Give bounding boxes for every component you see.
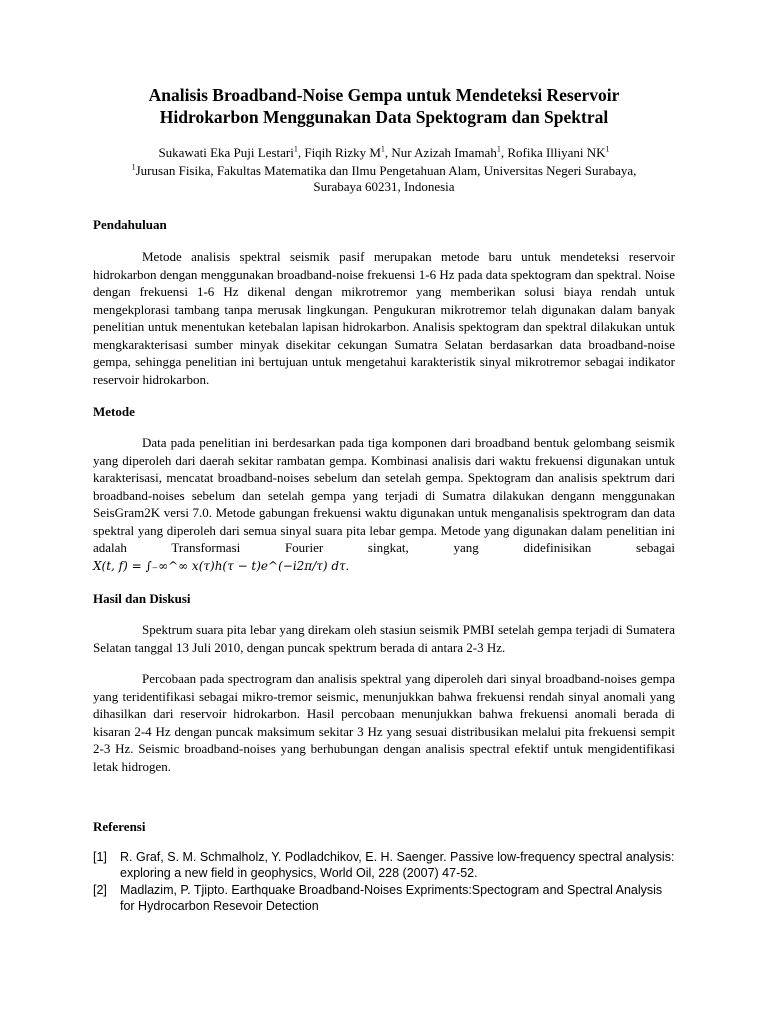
paper-title-line1: Analisis Broadband-Noise Gempa untuk Mendeteksi Reservoir: [148, 85, 620, 105]
author-name: Sukawati Eka Puji Lestari: [158, 145, 294, 160]
affiliation-mark: 1: [496, 144, 501, 154]
affiliation-mark: 1: [131, 162, 136, 172]
paragraph-pendahuluan: Metode analisis spektral seismik pasif merupakan metode baru untuk mendeteksi reservoir hidrokarbon dengan menggunakan broadband-noise frekuensi 1-6 Hz pada data spektogram dan spektral. Noise dengan frekuensi 1-6 Hz dikenal dengan mikrotremor yang memberikan solusi biaya rendah untuk mengekplorasi tambang tanpa merusak lingkungan. Pengukuran mikrotremor telah digunakan dalam banyak penelitian untuk menentukan ketebalan lapisan hidrokarbon. Analisis spektogram dan spektral dilakukan untuk mengkarakterisasi sumber minyak disekitar cekungan Sumatra Selatan berdasarkan data broadband-noise gempa, sehingga penelitian ini bertujuan untuk mengetahui karakteristik sinyal mikrotremor sebagai indikator reservoir hidrokarbon.: [93, 249, 675, 387]
affiliation: [93, 163, 675, 195]
author-list: [93, 145, 675, 161]
paragraph-metode-end: .: [345, 557, 349, 573]
paragraph-hasil-2: Percobaan pada spectrogram dan analisis spektral yang diperoleh dari sinyal broadband-noises gempa yang teridentifikasi sebagai mikro-tremor seismic, menunjukkan bahwa frekuensi rendah sinyal anomali yang dihasilkan dari reservoir hidrokarbon. Hasil percobaan menunjukkan bahwa frekuensi anomali berada di kisaran 2-4 Hz dengan puncak maksimum sekitar 3 Hz yang sesuai distribusikan melalui pita frekuensi sempit 2-3 Hz. Seismic broadband-noises yang berhubungan dengan analisis spectral efektif untuk mengidentifikasi letak hidrogen.: [93, 671, 675, 774]
reference-number: [1]: [93, 850, 107, 864]
affiliation-line1: Jurusan Fisika, Fakultas Matematika dan Ilmu Pengetahuan Alam, Universitas Negeri Surabaya,: [135, 163, 637, 178]
reference-item: [93, 850, 675, 881]
affiliation-mark: 1: [293, 144, 298, 154]
section-heading-referensi: Referensi: [93, 819, 146, 834]
affiliation-mark: 1: [380, 144, 385, 154]
author-name: , Nur Azizah Imamah: [384, 145, 497, 160]
reference-item: [93, 883, 675, 914]
author-name: , Fiqih Rizky M: [297, 145, 381, 160]
reference-text: R. Graf, S. M. Schmalholz, Y. Podladchikov, E. H. Saenger. Passive low-frequency spectral analysis: exploring a new field in geophysics, World Oil, 228 (2007) 47-52.: [120, 850, 675, 880]
section-heading-pendahuluan: Pendahuluan: [93, 217, 167, 232]
affiliation-line2: Surabaya 60231, Indonesia: [313, 179, 455, 194]
paper-title: [93, 84, 675, 128]
stft-formula: X(t, f) = ∫₋∞^∞ x(τ)h(τ − t)e^(−i2π/τ) dτ: [93, 558, 346, 573]
paper-title-line2: Hidrokarbon Menggunakan Data Spektogram dan Spektral: [159, 107, 609, 127]
reference-list: [93, 850, 675, 914]
paper-page: [93, 84, 675, 916]
paragraph-metode: [93, 434, 675, 575]
reference-text: Madlazim, P. Tjipto. Earthquake Broadband-Noises Expriments:Spectogram and Spectral Analysis for Hydrocarbon Resevoir Detection: [120, 883, 663, 913]
paragraph-hasil-1: Spektrum suara pita lebar yang direkam oleh stasiun seismik PMBI setelah gempa terjadi di Sumatera Selatan tanggal 13 Juli 2010, dengan puncak spektrum berada di antara 2-3 Hz.: [93, 622, 675, 655]
reference-number: [2]: [93, 883, 107, 897]
section-heading-hasil: Hasil dan Diskusi: [93, 591, 191, 606]
author-name: , Rofika Illiyani NK: [500, 145, 606, 160]
paragraph-metode-text: Data pada penelitian ini berdesarkan pada tiga komponen dari broadband bentuk gelombang seismik yang diperoleh dari daerah sekitar rambatan gempa. Kombinasi analisis dari waktu frekuensi digunakan untuk karakterisasi, mencatat broadband-noises sebelum dan setelah gempa. Spektogram dan analisis spektrum dari broadband-noises sebelum dan setelah gempa yang terjadi di Sumatra dilakukan dengann menggunakan SeisGram2K versi 7.0. Metode gabungan frekuensi waktu digunakan untuk menganalisis spektrogram dan data spektral yang diperoleh dari semua sinyal suara pita lebar gempa. Metode yang digunakan dalam penelitian ini adalah Transformasi Fourier singkat, yang didefinisikan sebagai: [93, 435, 675, 555]
section-heading-metode: Metode: [93, 404, 135, 419]
affiliation-mark: 1: [605, 144, 610, 154]
